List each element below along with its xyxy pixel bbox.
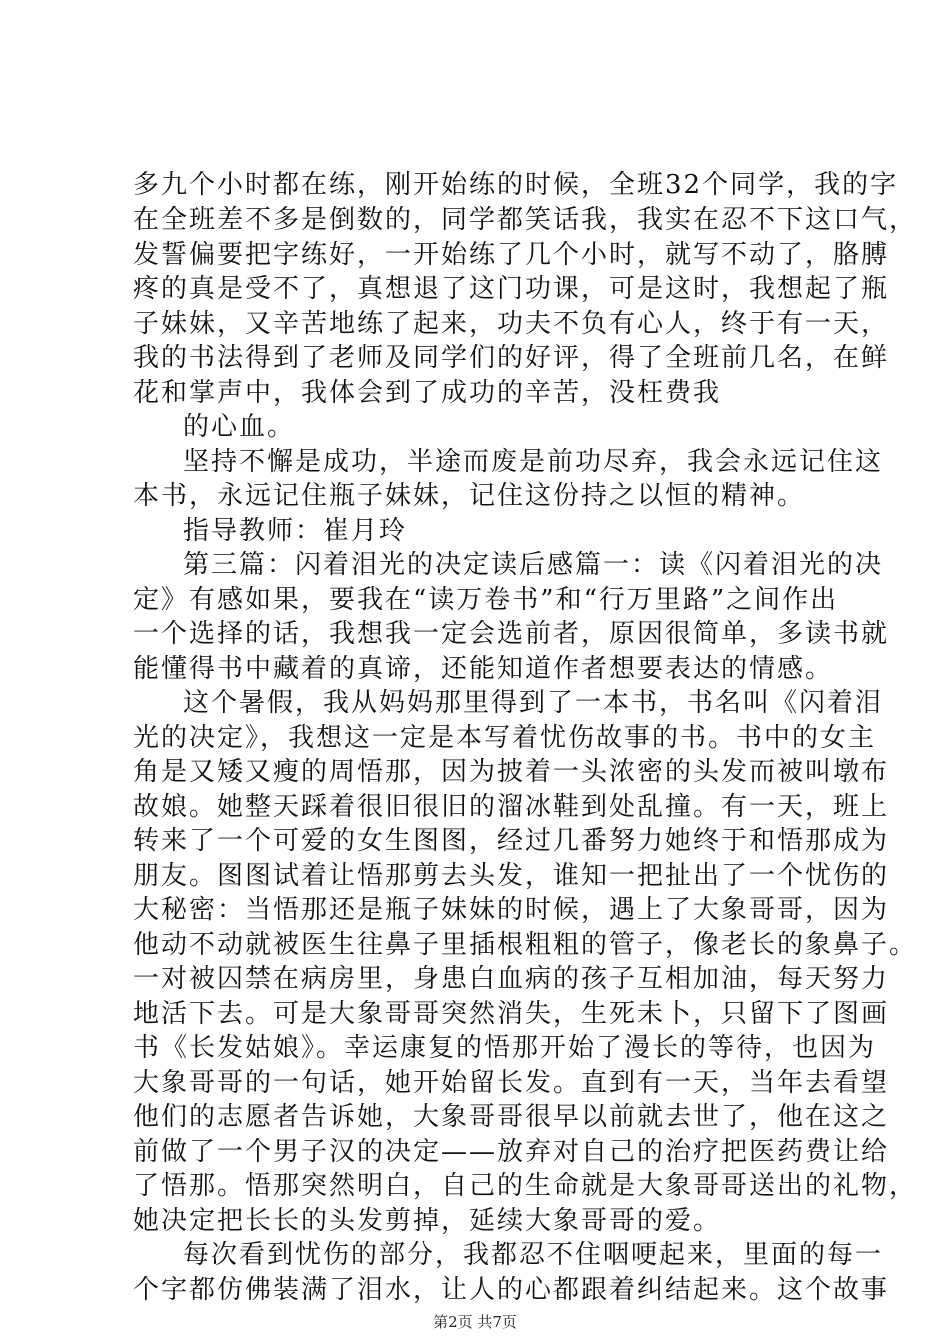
text-line: 角是又矮又瘦的周悟那，因为披着一头浓密的头发而被叫墩布: [133, 757, 890, 787]
section-heading: 第三篇：闪着泪光的决定读后感篇一：读《闪着泪光的决: [183, 550, 884, 580]
teacher-credit: 指导教师：崔月玲: [183, 516, 408, 546]
text-line: 在全班差不多是倒数的，同学都笑话我，我实在忍不下这口气，: [133, 205, 918, 235]
text-line: 本书，永远记住瓶子妹妹，记住这份持之以恒的精神。: [133, 481, 806, 511]
text-line: 朋友。图图试着让悟那剪去头发，谁知一把扯出了一个忧伤的: [133, 861, 890, 891]
text-line: 地活下去。可是大象哥哥突然消失，生死未卜，只留下了图画: [133, 999, 890, 1029]
text-line: 能懂得书中藏着的真谛，还能知道作者想要表达的情感。: [133, 654, 834, 684]
text-line: 定》有感如果，要我在“读万卷书”和“行万里路”之间作出: [133, 585, 839, 615]
text-line: 子妹妹，又辛苦地练了起来，功夫不负有心人，终于有一天，: [133, 309, 890, 339]
text-line: 了悟那。悟那突然明白，自己的生命就是大象哥哥送出的礼物，: [133, 1171, 918, 1201]
text-line: 他们的志愿者告诉她，大象哥哥很早以前就去世了，他在这之: [133, 1102, 890, 1132]
paragraph-start: 每次看到忧伤的部分，我都忍不住咽哽起来，里面的每一: [183, 1240, 884, 1270]
text-line: 大象哥哥的一句话，她开始留长发。直到有一天，当年去看望: [133, 1068, 890, 1098]
text-line: 个字都仿佛装满了泪水，让人的心都跟着纠结起来。这个故事: [133, 1275, 890, 1305]
text-line: 的心血。: [183, 412, 296, 442]
text-line: 大秘密：当悟那还是瓶子妹妹的时候，遇上了大象哥哥，因为: [133, 895, 890, 925]
page-footer: 第2页 共7页: [433, 1313, 517, 1331]
text-line: 花和掌声中，我体会到了成功的辛苦，没枉费我: [133, 378, 722, 408]
text-line: 一对被囚禁在病房里，身患白血病的孩子互相加油，每天努力: [133, 964, 890, 994]
text-line: 多九个小时都在练，刚开始练的时候，全班32个同学，我的字: [133, 170, 899, 200]
text-line: 书《长发姑娘》。幸运康复的悟那开始了漫长的等待，也因为: [133, 1033, 877, 1063]
text-line: 转来了一个可爱的女生图图，经过几番努力她终于和悟那成为: [133, 826, 890, 856]
text-line: 疼的真是受不了，真想退了这门功课，可是这时，我想起了瓶: [133, 274, 890, 304]
text-line: 他动不动就被医生往鼻子里插根粗粗的管子，像老长的象鼻子。: [133, 930, 918, 960]
text-line: 光的决定》，我想这一定是本写着忧伤故事的书。书中的女主: [133, 723, 877, 753]
text-line: 故娘。她整天踩着很旧很旧的溜冰鞋到处乱撞。有一天，班上: [133, 792, 890, 822]
paragraph-start: 坚持不懈是成功，半途而废是前功尽弃，我会永远记住这: [183, 447, 884, 477]
text-line: 发誓偏要把字练好，一开始练了几个小时，就写不动了，胳膊: [133, 240, 890, 270]
text-line: 前做了一个男子汉的决定——放弃对自己的治疗把医药费让给: [133, 1137, 890, 1167]
text-line: 一个选择的话，我想我一定会选前者，原因很简单，多读书就: [133, 619, 890, 649]
paragraph-start: 这个暑假，我从妈妈那里得到了一本书，书名叫《闪着泪: [183, 688, 884, 718]
text-line: 她决定把长长的头发剪掉，延续大象哥哥的爱。: [133, 1206, 722, 1236]
text-line: 我的书法得到了老师及同学们的好评，得了全班前几名，在鲜: [133, 343, 890, 373]
